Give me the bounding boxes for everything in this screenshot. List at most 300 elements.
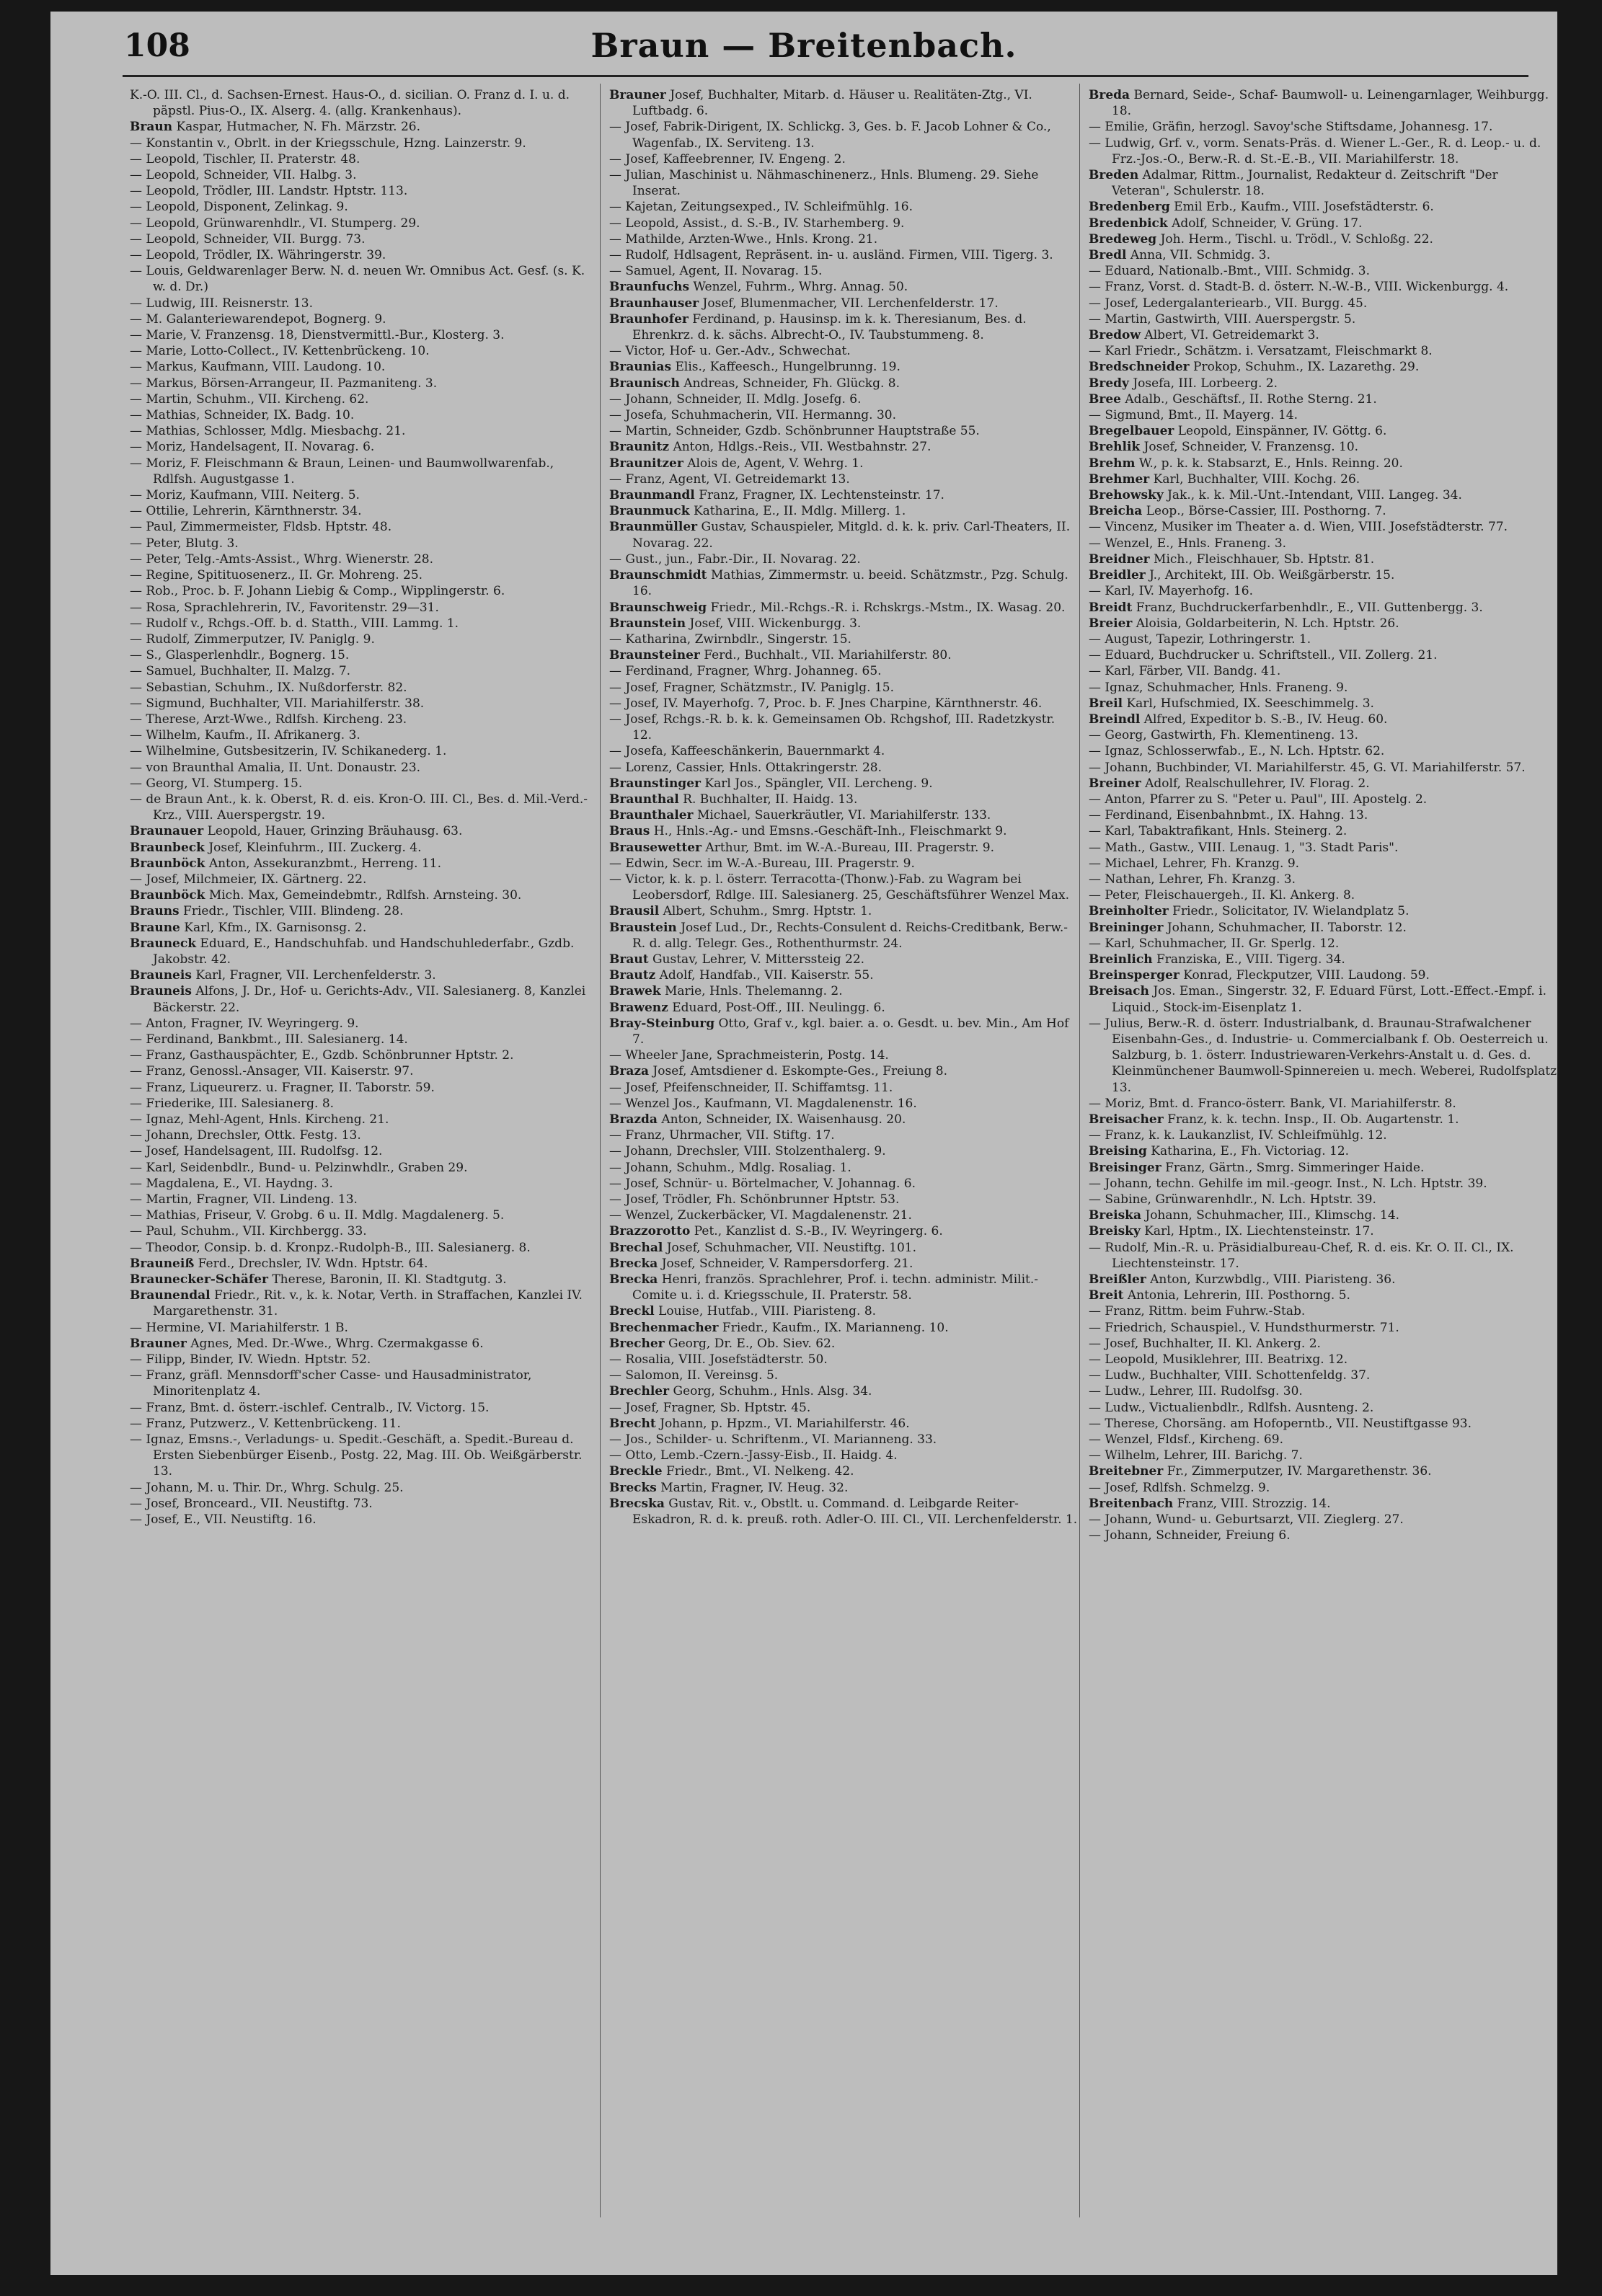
directory-entry (609, 952, 1078, 967)
directory-entry (609, 776, 1078, 792)
directory-entry (130, 967, 598, 983)
entry-details: Jos. Eman., Singerstr. 32, F. Eduard Fürst, Lott.-Effect.-Empf. i. Liquid., Stock-im-Eisenplatz 1. (1112, 984, 1546, 1015)
entry-details: — Johann, Schneider, II. Mdlg. Josefg. 6. (609, 391, 862, 407)
directory-entry (1089, 792, 1557, 807)
entry-details: Leop., Börse-Cassier, III. Posthorng. 7. (1146, 504, 1386, 519)
entry-details: — Anton, Fragner, IV. Weyringerg. 9. (130, 1016, 359, 1031)
directory-entry (1089, 743, 1557, 759)
entry-surname: Bredschneider (1089, 360, 1190, 375)
entry-details: — Johann, Drechsler, Ottk. Festg. 13. (130, 1128, 361, 1143)
entry-details: — Leopold, Tischler, II. Praterstr. 48. (130, 151, 360, 167)
directory-entry (130, 823, 598, 839)
column-2 (609, 87, 1078, 1528)
entry-details: Alois de, Agent, V. Wehrg. 1. (687, 456, 864, 471)
directory-entry (130, 519, 598, 535)
entry-details: Friedr., Kaufm., IX. Marianneng. 10. (722, 1320, 949, 1335)
directory-entry (130, 1287, 598, 1319)
directory-entry (1089, 247, 1557, 263)
entry-details: — Josefa, Schuhmacherin, VII. Hermanng. 30. (609, 408, 896, 423)
entry-surname: Braunauer (130, 824, 204, 839)
directory-entry (130, 1336, 598, 1352)
entry-details: Martin, Fragner, IV. Heug. 32. (660, 1480, 849, 1495)
entry-details: Arthur, Bmt. im W.-A.-Bureau, III. Pragerstr. 9. (705, 840, 994, 855)
entry-surname: Brehlik (1089, 440, 1141, 455)
entry-details: — Franz, Genossl.-Ansager, VII. Kaiserstr. 97. (130, 1064, 414, 1079)
entry-surname: Braunitzer (609, 456, 683, 471)
directory-entry (130, 439, 598, 455)
entry-details: Franz, Gärtn., Smrg. Simmeringer Haide. (1165, 1160, 1425, 1175)
entry-details: — Johann, Wund- u. Geburtsarzt, VII. Zieglerg. 27. (1089, 1512, 1404, 1528)
entry-details: — Johann, Buchbinder, VI. Mariahilferstr. 45, G. VI. Mariahilferstr. 57. (1089, 760, 1526, 775)
entry-details: Franz, Buchdruckerfarbenhdlr., E., VII. Guttenbergg. 3. (1136, 600, 1483, 615)
directory-entry (609, 1480, 1078, 1496)
entry-details: Mich. Max, Gemeindebmtr., Rdlfsh. Arnsteing. 30. (208, 888, 522, 903)
entry-details: Eduard, Post-Off., III. Neulingg. 6. (672, 1000, 885, 1015)
entry-details: Karl, Buchhalter, VIII. Kochg. 26. (1153, 471, 1360, 487)
directory-entry (130, 647, 598, 663)
running-title: Braun — Breitenbach. (590, 26, 1017, 65)
directory-entry (130, 712, 598, 727)
directory-entry (609, 680, 1078, 696)
entry-details: Prokop, Schuhm., IX. Lazarethg. 29. (1193, 360, 1420, 375)
entry-details: — Magdalena, E., VI. Haydng. 3. (130, 1176, 333, 1191)
directory-entry (130, 376, 598, 391)
entry-surname: Braune (130, 920, 180, 935)
directory-entry (1089, 1496, 1557, 1512)
directory-entry (130, 680, 598, 696)
directory-entry (1089, 1096, 1557, 1112)
entry-surname: Breitebner (1089, 1464, 1164, 1479)
entry-details: Albert, Schuhm., Smrg. Hptstr. 1. (663, 904, 872, 919)
directory-entry (1089, 503, 1557, 519)
entry-surname: Breckl (609, 1304, 655, 1319)
directory-entry (1089, 600, 1557, 616)
entry-details: Antonia, Lehrerin, III. Posthorng. 5. (1127, 1288, 1350, 1303)
directory-entry (130, 1192, 598, 1207)
directory-entry (609, 343, 1078, 359)
entry-details: — Josef, IV. Mayerhofg. 7, Proc. b. F. Jnes Charpine, Kärnthnerstr. 46. (609, 696, 1043, 711)
entry-details: — August, Tapezir, Lothringerstr. 1. (1089, 631, 1311, 647)
entry-details: Jak., k. k. Mil.-Unt.-Intendant, VIII. Langeg. 34. (1167, 488, 1462, 503)
entry-details: — Martin, Schuhm., VII. Kircheng. 62. (130, 391, 369, 407)
directory-entry (130, 1016, 598, 1032)
directory-entry (1089, 903, 1557, 919)
entry-details: — Johann, M. u. Thir. Dr., Whrg. Schulg. 25. (130, 1480, 404, 1495)
entry-details: — Peter, Blutg. 3. (130, 536, 239, 551)
directory-entry (130, 231, 598, 247)
directory-entry (1089, 1223, 1557, 1239)
entry-surname: Braunmuck (609, 504, 690, 519)
directory-entry (609, 1143, 1078, 1159)
directory-entry (1089, 1176, 1557, 1192)
entry-surname: Brechenmacher (609, 1320, 719, 1335)
directory-entry (130, 920, 598, 936)
entry-details: Pet., Kanzlist d. S.-B., IV. Weyringerg. 6. (694, 1224, 943, 1239)
directory-entry (1089, 680, 1557, 696)
entry-surname: Braunmandl (609, 488, 695, 503)
directory-entry (130, 936, 598, 967)
directory-entry (1089, 567, 1557, 583)
directory-entry (609, 1320, 1078, 1336)
entry-details: — Emilie, Gräfin, herzogl. Savoy'sche Stiftsdame, Johannesg. 17. (1089, 120, 1493, 135)
directory-entry (1089, 231, 1557, 247)
entry-surname: Braunthaler (609, 808, 694, 823)
entry-details: Leopold, Einspänner, IV. Göttg. 6. (1177, 424, 1387, 439)
directory-entry (609, 567, 1078, 599)
directory-entry (130, 119, 598, 135)
entry-surname: Brauneck (130, 936, 197, 951)
directory-entry (130, 487, 598, 503)
directory-entry (1089, 887, 1557, 903)
directory-entry (1089, 1143, 1557, 1159)
entry-details: — Markus, Börsen-Arrangeur, II. Pazmaniteng. 3. (130, 376, 438, 391)
entry-details: Friedr., Solicitator, IV. Wielandplatz 5. (1172, 904, 1410, 919)
entry-details: — Rudolf v., Rchgs.-Off. b. d. Statth., VIII. Lammg. 1. (130, 616, 459, 631)
entry-surname: Breisky (1089, 1224, 1141, 1239)
entry-details: — Rosa, Sprachlehrerin, IV., Favoritenstr. 29—31. (130, 600, 439, 615)
entry-details: — Julius, Berw.-R. d. österr. Industrialbank, d. Braunau-Strafwalchener Eisenbahn-Ges., d. Industrie- u. Commercialbank f. Ob. Oesterreich u. Salzburg, b. 1. österr. Industriewaren-Verkehrs-Anstalt u. d. Ges. d. Kleinmünchener Baumwoll-Spinnereien u. mech. Weberei, Rudolfsplatz 13. (1089, 1016, 1557, 1095)
entry-details: — Leopold, Musiklehrer, III. Beatrixg. 12. (1089, 1352, 1348, 1368)
entry-details: — Josefa, Kaffeeschänkerin, Bauernmarkt 4. (609, 744, 885, 759)
entry-surname: Braunsteiner (609, 648, 700, 663)
entry-surname: Brauneis (130, 968, 192, 983)
entry-details: — Josef, Rchgs.-R. b. k. k. Gemeinsamen Ob. Rchgshof, III. Radetzkystr. 12. (609, 712, 1056, 743)
entry-details: Johann, p. Hpzm., VI. Mariahilferstr. 46. (660, 1416, 910, 1431)
directory-entry (130, 1416, 598, 1432)
entry-details: — Wilhelmine, Gutsbesitzerin, IV. Schikanederg. 1. (130, 744, 447, 759)
entry-details: — Wenzel, Zuckerbäcker, VI. Magdalenenstr. 21. (609, 1208, 912, 1223)
directory-entry (1089, 1336, 1557, 1352)
entry-details: Karl, Hptm., IX. Liechtensteinstr. 17. (1144, 1224, 1374, 1239)
entry-details: Franz, Fragner, IX. Lechtensteinstr. 17. (699, 488, 944, 503)
directory-entry (1089, 776, 1557, 792)
directory-entry (609, 616, 1078, 631)
directory-entry (130, 87, 598, 119)
directory-entry (130, 600, 598, 616)
entry-surname: Bray-Steinburg (609, 1016, 715, 1031)
entry-details: Ferdinand, p. Hausinsp. im k. k. Theresianum, Bes. d. Ehrenkrz. d. k. sächs. Albrecht-O., IV. Taubstummeng. 8. (632, 311, 1027, 343)
entry-details: — Katharina, Zwirnbdlr., Singerstr. 15. (609, 631, 851, 647)
directory-entry (130, 1368, 598, 1399)
directory-entry (130, 216, 598, 231)
entry-details: — Wilhelm, Lehrer, III. Barichg. 7. (1089, 1448, 1303, 1463)
entry-surname: Braunböck (130, 856, 205, 871)
directory-entry (609, 920, 1078, 952)
directory-entry (609, 792, 1078, 807)
directory-entry (1089, 1528, 1557, 1543)
directory-entry (130, 1176, 598, 1192)
entry-details: — Samuel, Agent, II. Novarag. 15. (609, 264, 823, 279)
entry-details: Adalb., Geschäftsf., II. Rothe Sterng. 21. (1125, 391, 1377, 407)
entry-details: — Rosalia, VIII. Josefstädterstr. 50. (609, 1352, 828, 1368)
entry-details: — Ignaz, Schuhmacher, Hnls. Franeng. 9. (1089, 680, 1348, 695)
entry-details: — M. Galanteriewarendepot, Bognerg. 9. (130, 311, 386, 327)
entry-details: — Josef, Kaffeebrenner, IV. Engeng. 2. (609, 151, 846, 167)
entry-surname: Brehowsky (1089, 488, 1164, 503)
directory-entry (609, 519, 1078, 551)
directory-entry (130, 151, 598, 167)
entry-surname: Breitenbach (1089, 1496, 1174, 1511)
directory-entry (1089, 712, 1557, 727)
entry-surname: Braus (609, 824, 650, 839)
entry-details: — Johann, Schuhm., Mdlg. Rosaliag. 1. (609, 1160, 851, 1175)
entry-surname: Braunbeck (130, 840, 205, 855)
entry-surname: Braunecker-Schäfer (130, 1272, 268, 1287)
entry-surname: Braunstinger (609, 776, 701, 791)
directory-entry (1089, 1303, 1557, 1319)
entry-details: Anna, VII. Schmidg. 3. (1130, 248, 1271, 263)
directory-entry (1089, 296, 1557, 311)
directory-entry (609, 712, 1078, 743)
entry-surname: Brecher (609, 1336, 665, 1351)
directory-entry (1089, 439, 1557, 455)
entry-details: — Rudolf, Zimmerputzer, IV. Paniglg. 9. (130, 631, 375, 647)
entry-surname: Braunias (609, 360, 672, 375)
entry-surname: Breier (1089, 616, 1133, 631)
directory-entry (609, 1432, 1078, 1448)
entry-surname: Brautz (609, 968, 656, 983)
directory-entry (130, 1496, 598, 1512)
entry-details: — Martin, Gastwirth, VIII. Auerspergstr. 5. (1089, 311, 1356, 327)
entry-details: — Franz, Liqueurerz. u. Fragner, II. Taborstr. 59. (130, 1080, 435, 1095)
entry-surname: Breden (1089, 168, 1139, 183)
entry-details: — Rob., Proc. b. F. Johann Liebig & Comp., Wipplingerstr. 6. (130, 584, 505, 599)
entry-details: — Ludw., Buchhalter, VIII. Schottenfeldg. 37. (1089, 1368, 1371, 1383)
directory-entry (609, 1336, 1078, 1352)
directory-entry (1089, 663, 1557, 679)
entry-surname: Brausil (609, 904, 660, 919)
directory-entry (609, 167, 1078, 199)
entry-details: — Leopold, Schneider, VII. Halbg. 3. (130, 168, 357, 183)
entry-details: Leopold, Hauer, Grinzing Bräuhausg. 63. (207, 824, 463, 839)
entry-details: — Leopold, Schneider, VII. Burgg. 73. (130, 231, 366, 247)
entry-details: — Therese, Chorsäng. am Hofoperntb., VII. Neustiftgasse 93. (1089, 1416, 1472, 1431)
entry-surname: Breindl (1089, 712, 1141, 727)
entry-details: — Franz, gräfl. Mennsdorff'scher Casse- und Hausadministrator, Minoritenplatz 4. (130, 1368, 532, 1399)
entry-details: Josef, Buchhalter, Mitarb. d. Häuser u. Realitäten-Ztg., VI. Luftbadg. 6. (632, 88, 1032, 119)
directory-entry (1089, 631, 1557, 647)
directory-entry (130, 760, 598, 776)
entry-details: — Hermine, VI. Mariahilferstr. 1 B. (130, 1320, 348, 1335)
directory-entry (130, 311, 598, 327)
entry-details: — Paul, Zimmermeister, Fldsb. Hptstr. 48. (130, 520, 392, 535)
entry-details: — Ludwig, III. Reisnerstr. 13. (130, 296, 313, 311)
entry-details: — Math., Gastw., VIII. Lenaug. 1, "3. Stadt Paris". (1089, 840, 1399, 855)
header-rule (123, 75, 1528, 77)
directory-entry (1089, 1463, 1557, 1479)
entry-details: — Franz, Bmt. d. österr.-ischlef. Centralb., IV. Victorg. 15. (130, 1400, 490, 1415)
entry-details: Franz, VIII. Strozzig. 14. (1177, 1496, 1331, 1511)
directory-entry (1089, 1240, 1557, 1272)
entry-details: — Josef, Buchhalter, II. Kl. Ankerg. 2. (1089, 1336, 1321, 1351)
entry-details: Karl Jos., Spängler, VII. Lercheng. 9. (704, 776, 933, 791)
directory-entry (609, 760, 1078, 776)
entry-details: K.-O. III. Cl., d. Sachsen-Ernest. Haus-O., d. sicilian. O. Franz d. I. u. d. päpstl. Pius-O., IX. Alserg. 4. (allg. Krankenhaus). (130, 88, 570, 119)
entry-details: — Johann, Schneider, Freiung 6. (1089, 1528, 1291, 1543)
directory-entry (1089, 1432, 1557, 1448)
directory-entry (1089, 327, 1557, 343)
entry-surname: Braza (609, 1064, 650, 1079)
entry-details: Josef, Amtsdiener d. Eskompte-Ges., Freiung 8. (652, 1064, 948, 1079)
directory-entry (130, 1160, 598, 1176)
entry-details: — Salomon, II. Vereinsg. 5. (609, 1368, 779, 1383)
directory-entry (609, 903, 1078, 919)
entry-surname: Braunstein (609, 616, 686, 631)
directory-entry (1089, 840, 1557, 856)
directory-entry (1089, 343, 1557, 359)
entry-details: — Mathias, Schlosser, Mdlg. Miesbachg. 21. (130, 424, 406, 439)
entry-details: Konrad, Fleckputzer, VIII. Laudong. 59. (1183, 968, 1430, 983)
directory-entry (1089, 376, 1557, 391)
entry-details: Aloisia, Goldarbeiterin, N. Lch. Hptstr. 26. (1136, 616, 1399, 631)
directory-entry (1089, 647, 1557, 663)
entry-details: — Victor, Hof- u. Ger.-Adv., Schwechat. (609, 344, 851, 359)
entry-surname: Brauneis (130, 984, 192, 999)
entry-details: — Regine, Spitituosenerz., II. Gr. Mohreng. 25. (130, 568, 423, 583)
directory-entry (609, 1192, 1078, 1207)
entry-details: — Ludw., Victualienbdlr., Rdlfsh. Ausnteng. 2. (1089, 1400, 1374, 1415)
entry-surname: Brauner (130, 1336, 187, 1351)
entry-details: — Leopold, Trödler, III. Landstr. Hptstr. 113. (130, 184, 408, 199)
entry-details: — Karl, Schuhmacher, II. Gr. Sperlg. 12. (1089, 936, 1340, 951)
entry-surname: Breißler (1089, 1272, 1146, 1287)
entry-surname: Breda (1089, 88, 1130, 102)
entry-details: — Karl, IV. Mayerhofg. 16. (1089, 584, 1253, 599)
directory-entry (609, 807, 1078, 823)
entry-details: — Wenzel, E., Hnls. Franeng. 3. (1089, 536, 1287, 551)
directory-entry (609, 983, 1078, 999)
directory-entry (609, 647, 1078, 663)
entry-details: — Friederike, III. Salesianerg. 8. (130, 1096, 335, 1111)
directory-entry (609, 216, 1078, 231)
directory-entry (130, 391, 598, 407)
entry-details: — Anton, Pfarrer zu S. "Peter u. Paul", III. Apostelg. 2. (1089, 792, 1428, 807)
entry-details: — Wenzel, Fldsf., Kircheng. 69. (1089, 1432, 1283, 1448)
entry-surname: Braunfuchs (609, 280, 690, 295)
directory-entry (130, 407, 598, 423)
directory-entry (130, 1047, 598, 1063)
directory-entry (609, 279, 1078, 295)
entry-details: Adalmar, Rittm., Journalist, Redakteur d. Zeitschrift "Der Veteran", Schulerstr. 18. (1112, 168, 1498, 199)
directory-entry (1089, 391, 1557, 407)
entry-surname: Brecht (609, 1416, 656, 1431)
directory-entry (609, 1496, 1078, 1528)
directory-entry (1089, 87, 1557, 119)
directory-entry (609, 1400, 1078, 1416)
entry-details: Franziska, E., VIII. Tigerg. 34. (1156, 952, 1345, 967)
entry-surname: Breil (1089, 696, 1123, 711)
entry-details: — Marie, V. Franzensg. 18, Dienstvermittl.-Bur., Klosterg. 3. (130, 328, 505, 343)
directory-entry (130, 631, 598, 647)
entry-details: — Georg, VI. Stumperg. 15. (130, 776, 303, 791)
entry-details: — Martin, Fragner, VII. Lindeng. 13. (130, 1192, 358, 1207)
directory-entry (130, 167, 598, 183)
directory-entry (609, 87, 1078, 119)
entry-details: — Wilhelm, Kaufm., II. Afrikanerg. 3. (130, 728, 360, 743)
directory-entry (609, 247, 1078, 263)
entry-details: — Eduard, Buchdrucker u. Schriftstell., VII. Zollerg. 21. (1089, 648, 1438, 663)
entry-details: Agnes, Med. Dr.-Wwe., Whrg. Czermakgasse 6. (190, 1336, 484, 1351)
entry-details: — Mathias, Schneider, IX. Badg. 10. (130, 408, 355, 423)
directory-entry (130, 1240, 598, 1256)
directory-entry (1089, 1512, 1557, 1528)
directory-entry (1089, 199, 1557, 215)
entry-surname: Breinlich (1089, 952, 1153, 967)
entry-details: Friedr., Mil.-Rchgs.-R. i. Rchskrgs.-Mstm., IX. Wasag. 20. (710, 600, 1066, 615)
entry-surname: Bredl (1089, 248, 1127, 263)
entry-details: — Otto, Lemb.-Czern.-Jassy-Eisb., II. Haidg. 4. (609, 1448, 898, 1463)
entry-details: — Ottilie, Lehrerin, Kärnthnerstr. 34. (130, 504, 362, 519)
entry-surname: Brecka (609, 1256, 658, 1271)
entry-surname: Braustein (609, 920, 677, 935)
directory-entry (609, 1096, 1078, 1112)
entry-surname: Breidt (1089, 600, 1133, 615)
directory-entry (609, 1383, 1078, 1399)
entry-surname: Braunisch (609, 376, 680, 391)
directory-entry (609, 1127, 1078, 1143)
directory-entry (609, 311, 1078, 343)
entry-details: — Georg, Gastwirth, Fh. Klementineng. 13. (1089, 728, 1358, 743)
entry-surname: Braunschweig (609, 600, 707, 615)
directory-entry (1089, 983, 1557, 1015)
entry-details: — Rudolf, Hdlsagent, Repräsent. in- u. ausländ. Firmen, VIII. Tigerg. 3. (609, 248, 1053, 263)
entry-details: Adolf, Schneider, V. Grüng. 17. (1172, 216, 1363, 231)
entry-details: — Ignaz, Emsns.-, Verladungs- u. Spedit.-Geschäft, a. Spedit.-Bureau d. Ersten Siebenbürger Eisenb., Postg. 22, Mag. III. Ob. Weißgärberstr. 13. (130, 1432, 583, 1479)
directory-entry (130, 1207, 598, 1223)
directory-entry (1089, 967, 1557, 983)
entry-surname: Breinsperger (1089, 968, 1180, 983)
entry-details: — Wenzel Jos., Kaufmann, VI. Magdalenenstr. 16. (609, 1096, 917, 1111)
entry-details: — Josef, E., VII. Neustiftg. 16. (130, 1512, 317, 1528)
entry-details: — Karl, Seidenbdlr., Bund- u. Pelzinwhdlr., Graben 29. (130, 1160, 468, 1175)
entry-details: — Jos., Schilder- u. Schriftenm., VI. Marianneng. 33. (609, 1432, 937, 1448)
directory-entry (130, 840, 598, 856)
directory-entry (130, 856, 598, 872)
directory-entry (130, 327, 598, 343)
directory-entry (1089, 167, 1557, 199)
entry-details: — Franz, k. k. Laukanzlist, IV. Schleifmühlg. 12. (1089, 1128, 1387, 1143)
entry-details: Katharina, E., II. Mdlg. Millerg. 1. (693, 504, 906, 519)
entry-details: — S., Glasperlenhdlr., Bognerg. 15. (130, 648, 350, 663)
directory-entry (609, 856, 1078, 872)
entry-details: — Filipp, Binder, IV. Wiedn. Hptstr. 52. (130, 1352, 371, 1368)
directory-entry (130, 983, 598, 1015)
entry-details: Anton, Kurzwbdlg., VIII. Piaristeng. 36. (1150, 1272, 1396, 1287)
entry-details: — Moriz, Handelsagent, II. Novarag. 6. (130, 440, 375, 455)
entry-surname: Braun (130, 120, 173, 135)
entry-details: — Franz, Gasthauspächter, E., Gzdb. Schönbrunner Hptstr. 2. (130, 1048, 514, 1063)
entry-details: Ferd., Drechsler, IV. Wdn. Hptstr. 64. (198, 1256, 428, 1271)
entry-details: — Josef, Trödler, Fh. Schönbrunner Hptstr. 53. (609, 1192, 900, 1207)
entry-surname: Breckle (609, 1464, 663, 1479)
directory-entry (130, 456, 598, 487)
directory-entry (609, 199, 1078, 215)
entry-details: — Mathias, Friseur, V. Grobg. 6 u. II. Mdlg. Magdalenerg. 5. (130, 1208, 505, 1223)
entry-details: Katharina, E., Fh. Victoriag. 12. (1151, 1144, 1350, 1159)
directory-entry (1089, 119, 1557, 135)
entry-details: — Josef, Fabrik-Dirigent, IX. Schlickg. 3, Ges. b. F. Jacob Lohner & Co., Wagenfab., IX. Serviteng. 13. (609, 120, 1051, 151)
directory-entry (609, 967, 1078, 983)
entry-details: Gustav, Lehrer, V. Mitterssteig 22. (652, 952, 865, 967)
directory-entry (130, 296, 598, 311)
directory-entry (1089, 1416, 1557, 1432)
entry-details: — Gust., jun., Fabr.-Dir., II. Novarag. 22. (609, 551, 861, 567)
entry-details: — Marie, Lotto-Collect., IV. Kettenbrückeng. 10. (130, 344, 430, 359)
directory-entry (130, 1352, 598, 1368)
entry-surname: Brecska (609, 1496, 665, 1511)
entry-details: — Sigmund, Bmt., II. Mayerg. 14. (1089, 408, 1298, 423)
entry-details: — Josef, Pfeifenschneider, II. Schiffamtsg. 11. (609, 1080, 893, 1095)
